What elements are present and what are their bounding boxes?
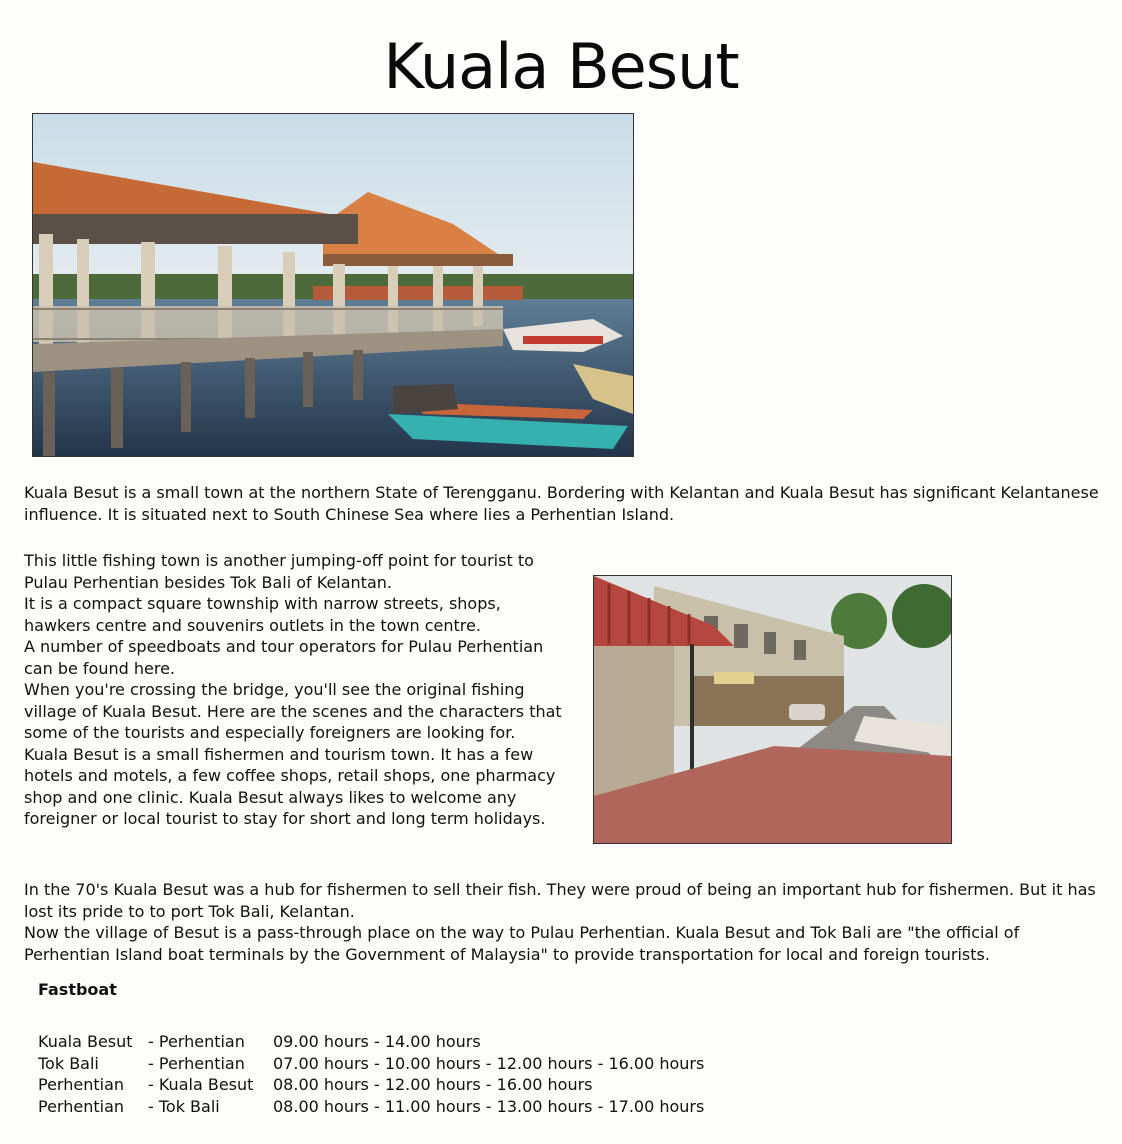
town-description: [24, 550, 569, 830]
schedule-from: Tok Bali: [38, 1053, 99, 1073]
description-line: When you're crossing the bridge, you'll see the original fishing village of Kuala Besut. Here are the scenes and the characters that some of the tourists and especially foreigners are looking for.: [24, 680, 562, 742]
history-section: [24, 879, 1104, 965]
schedule-to: - Tok Bali: [148, 1096, 220, 1116]
description-line: A number of speedboats and tour operators for Pulau Perhentian can be found here.: [24, 637, 544, 678]
schedule-from: Perhentian: [38, 1096, 125, 1116]
fastboat-heading: Fastboat: [38, 980, 117, 999]
table-row: [38, 1074, 704, 1096]
schedule-from: Kuala Besut: [38, 1032, 133, 1051]
street-photo: [593, 575, 952, 844]
history-paragraph: In the 70's Kuala Besut was a hub for fishermen to sell their fish. They were proud of being an important hub for fishermen. But it has lost its pride to to port Tok Bali, Kelantan.: [24, 880, 1096, 921]
now-paragraph: Now the village of Besut is a pass-through place on the way to Pulau Perhentian. Kuala Besut and Tok Bali are "the official of Perhentian Island boat terminals by the Government of Malaysia" to provide transportation for local and foreign tourists.: [24, 923, 1020, 964]
schedule-from: Perhentian: [38, 1075, 125, 1094]
page-title: Kuala Besut: [383, 30, 739, 103]
intro-paragraph: Kuala Besut is a small town at the northern State of Terengganu. Bordering with Kelantan and Kuala Besut has significant Kelantanese influence. It is situated next to South Chinese Sea where lies a Perhentian Island.: [24, 483, 1099, 524]
schedule-to: - Perhentian: [148, 1053, 245, 1073]
schedule-to: - Kuala Besut: [148, 1075, 254, 1094]
schedule-times: 09.00 hours - 14.00 hours: [273, 1032, 481, 1051]
description-line: It is a compact square township with narrow streets, shops, hawkers centre and souvenirs outlets in the town centre.: [24, 594, 501, 635]
jetty-photo: [32, 113, 634, 457]
schedule-times: 08.00 hours - 11.00 hours - 13.00 hours - 17.00 hours: [273, 1096, 705, 1116]
table-row: [38, 1096, 704, 1118]
description-line: Kuala Besut is a small fishermen and tourism town. It has a few hotels and motels, a few coffee shops, retail shops, one pharmacy shop and one clinic. Kuala Besut always likes to welcome any foreigner or local tourist to stay for short and long term holidays.: [24, 744, 556, 828]
schedule-times: 08.00 hours - 12.00 hours - 16.00 hours: [273, 1075, 593, 1094]
description-line: This little fishing town is another jumping-off point for tourist to Pulau Perhentian besides Tok Bali of Kelantan.: [24, 551, 534, 592]
fastboat-schedule: [38, 1031, 704, 1117]
table-row: [38, 1031, 704, 1053]
schedule-times: 07.00 hours - 10.00 hours - 12.00 hours - 16.00 hours: [273, 1053, 705, 1073]
table-row: [38, 1053, 704, 1075]
schedule-to: - Perhentian: [148, 1032, 245, 1051]
